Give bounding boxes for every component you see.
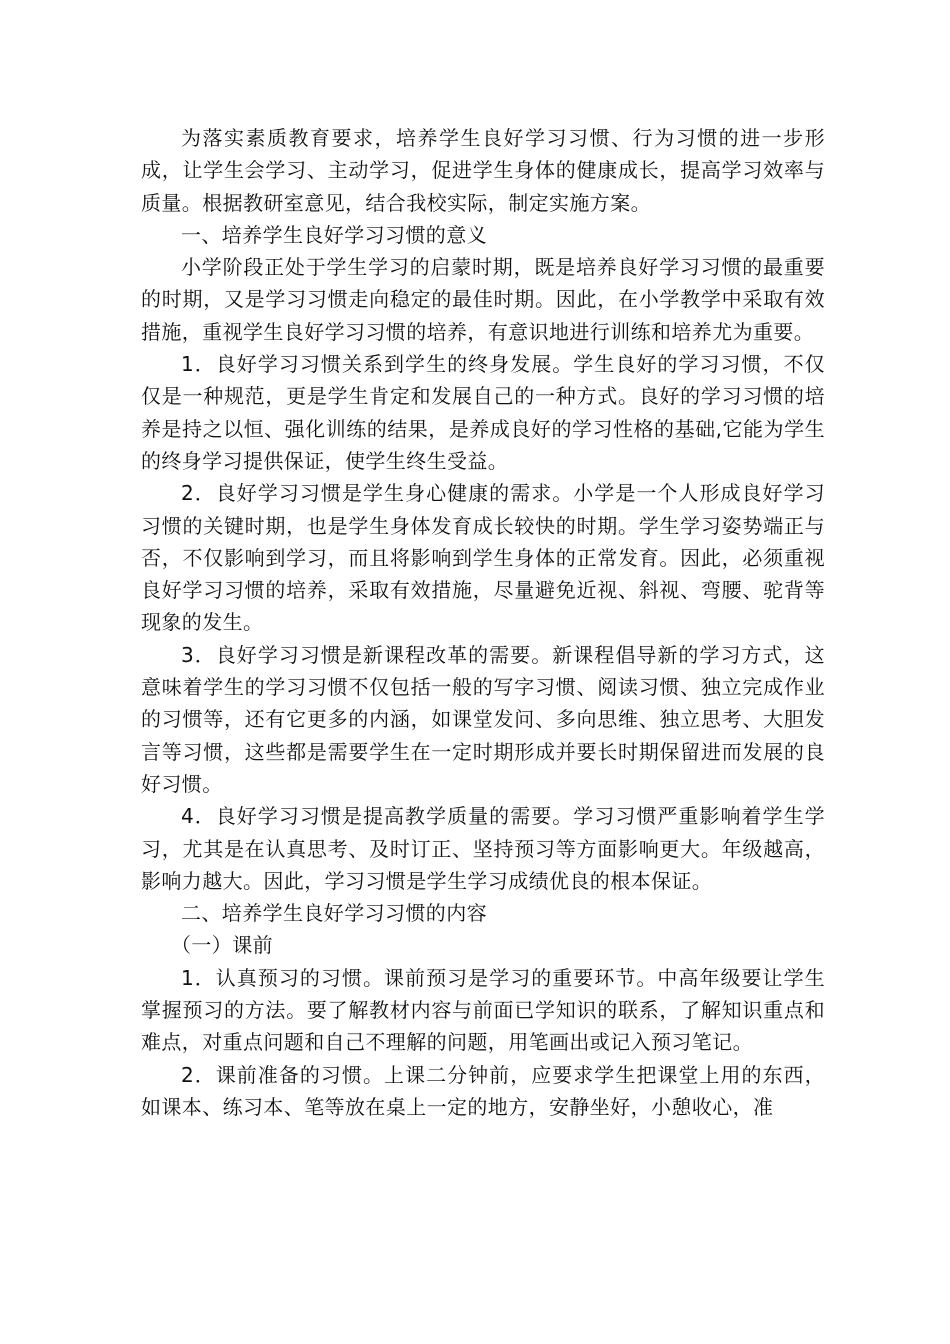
section-heading-1: 一、培养学生良好学习习惯的意义 [181, 222, 487, 247]
point-1-paragraph: 1．良好学习习惯关系到学生的终身发展。学生良好的学习习惯，不仅仅是一种规范，更是学生肯定和发展自己的一种方式。良好的学习习惯的培养是持之以恒、强化训练的结果，是养成良好的学习性格的基础,它能为学生的终身学习提供保证，使学生终生受益。 [141, 352, 825, 473]
section-heading-2: 二、培养学生良好学习习惯的内容 [181, 901, 487, 926]
paragraph-significance: 小学阶段正处于学生学习的启蒙时期，既是培养良好学习习惯的最重要的时期，又是学习习惯走向稳定的最佳时期。因此，在小学教学中采取有效措施，重视学生良好学习习惯的培养，有意识地进行训练和培养尤为重要。 [141, 255, 825, 344]
point-3-paragraph: 3．良好学习习惯是新课程改革的需要。新课程倡导新的学习方式，这意味着学生的学习习惯不仅包括一般的写字习惯、阅读习惯、独立完成作业的习惯等，还有它更多的内涵，如课堂发问、多向思维、独立思考、大胆发言等习惯，这些都是需要学生在一定时期形成并要长时期保留进而发展的良好习惯。 [141, 642, 825, 796]
document-body [141, 122, 825, 1123]
point-2-paragraph: 2．良好学习习惯是学生身心健康的需求。小学是一个人形成良好学习习惯的关键时期，也是学生身体发育成长较快的时期。学生学习姿势端正与否，不仅影响到学习，而且将影响到学生身体的正常发育。因此，必须重视良好学习习惯的培养，采取有效措施，尽量避免近视、斜视、弯腰、驼背等现象的发生。 [141, 481, 825, 635]
point-4-paragraph: 4．良好学习习惯是提高教学质量的需要。学习习惯严重影响着学生学习，尤其是在认真思考、及时订正、坚持预习等方面影响更大。年级越高，影响力越大。因此，学习习惯是学生学习成绩优良的根本保证。 [141, 804, 825, 893]
habit-2-paragraph: 2．课前准备的习惯。上课二分钟前，应要求学生把课堂上用的东西，如课本、练习本、笔等放在桌上一定的地方，安静坐好，小憩收心，准 [141, 1062, 825, 1119]
intro-paragraph: 为落实素质教育要求，培养学生良好学习习惯、行为习惯的进一步形成，让学生会学习、主动学习，促进学生身体的健康成长，提高学习效率与质量。根据教研室意见，结合我校实际，制定实施方案。 [141, 126, 825, 215]
habit-1-paragraph: 1．认真预习的习惯。课前预习是学习的重要环节。中高年级要让学生掌握预习的方法。要了解教材内容与前面已学知识的联系，了解知识重点和难点，对重点问题和自己不理解的问题，用笔画出或记入预习笔记。 [141, 965, 825, 1055]
subsection-heading-before-class: （一）课前 [171, 933, 273, 958]
